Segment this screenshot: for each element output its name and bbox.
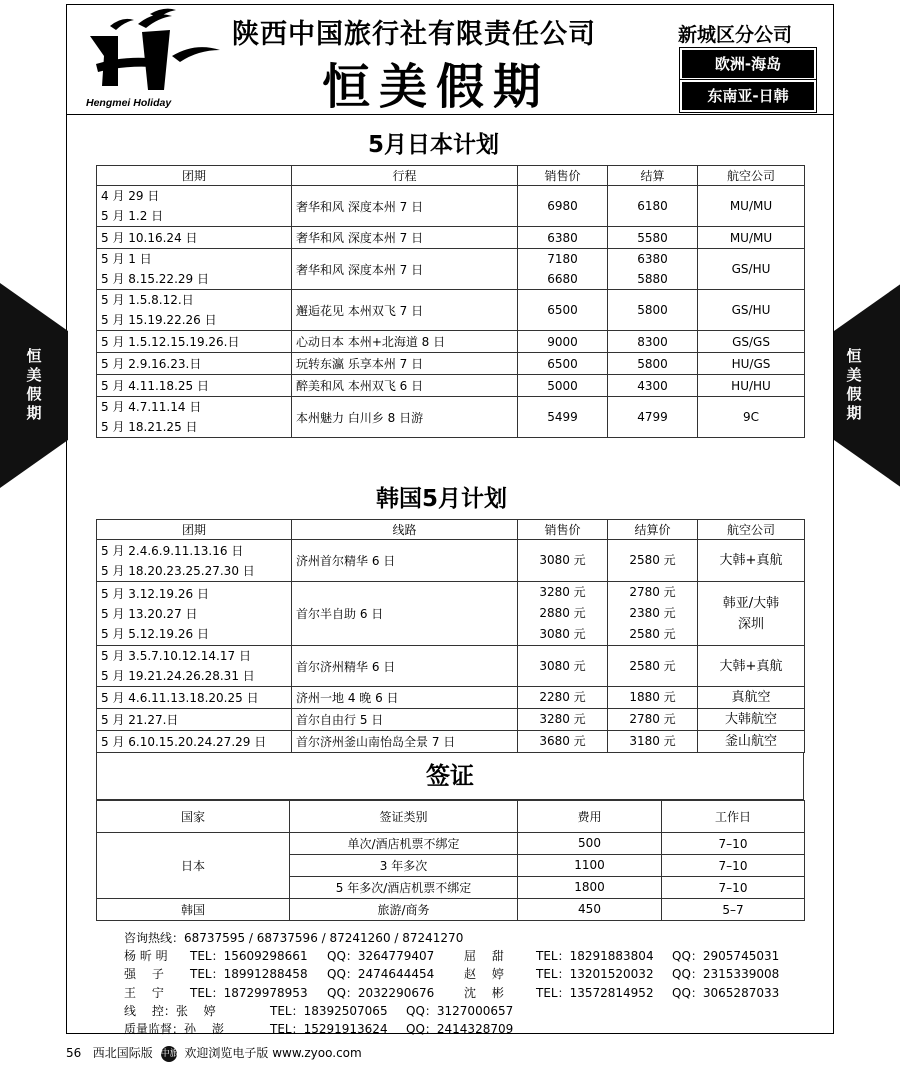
tour-dates [97, 397, 292, 438]
contact-field: TEL：13572814952 [536, 985, 654, 1000]
tour-route: 奢华和风 深度本州 7 日 [292, 227, 518, 249]
tour-route: 首尔自由行 5 日 [292, 709, 518, 731]
table-row [97, 375, 805, 397]
settle-line: 5800 [637, 303, 668, 317]
visa-type: 旅游/商务 [290, 899, 518, 921]
date-line: 5 月 4.7.11.14 日 [101, 400, 202, 414]
contact-field: 屈 甜 [464, 949, 504, 964]
settle-line: 3180 元 [629, 734, 676, 748]
airline-line: 大韩+真航 [719, 553, 783, 568]
settle-line: 6180 [637, 199, 668, 213]
settle-line: 8300 [637, 334, 668, 349]
price-line: 3280 元 [539, 585, 586, 599]
contact-field: QQ：3065287033 [672, 985, 780, 1000]
sale-price [518, 353, 608, 375]
tour-route: 奢华和风 深度本州 7 日 [292, 249, 518, 290]
visa-days: 7–10 [662, 855, 805, 877]
airline [698, 709, 805, 731]
settle-price [608, 397, 698, 438]
settle-line: 2580 元 [629, 627, 676, 641]
table-row [97, 249, 805, 290]
sale-price [518, 249, 608, 290]
header-settle: 结算价 [608, 520, 698, 540]
settle-price [608, 709, 698, 731]
sale-price [518, 290, 608, 331]
settle-price [608, 375, 698, 397]
visa-days: 7–10 [662, 833, 805, 855]
tour-route: 奢华和风 深度本州 7 日 [292, 186, 518, 227]
sale-price [518, 709, 608, 731]
hengmei-logo [80, 6, 230, 110]
publication-name: 西北国际版 [92, 1046, 153, 1060]
sale-price [518, 646, 608, 687]
header-route: 线路 [292, 520, 518, 540]
visa-days: 5–7 [662, 899, 805, 921]
tour-route: 首尔济州釜山南怡岛全景 7 日 [292, 731, 518, 753]
date-line: 5 月 3.5.7.10.12.14.17 日 [101, 649, 251, 663]
airline: GS/GS [698, 331, 805, 353]
contact-field: 线 控：张 婷 [124, 1003, 216, 1018]
hotline: 咨询热线：68737595 / 68737596 / 87241260 / 87241270 [124, 931, 464, 945]
date-line: 5 月 21.27.日 [101, 712, 179, 727]
japan-plan-table [96, 165, 805, 438]
contact-field: QQ：2474644454 [327, 967, 435, 982]
date-line: 5 月 5.12.19.26 日 [101, 626, 209, 641]
airline: GS/HU [698, 290, 805, 331]
airline-line: 大韩+真航 [719, 658, 783, 674]
settle-line: 5800 [637, 356, 668, 371]
date-line: 5 月 1.5.8.12.日 [101, 293, 194, 307]
price-line: 7180 [547, 252, 578, 266]
settle-price [608, 186, 698, 227]
contact-field: QQ：3127000657 [406, 1003, 514, 1018]
airline [698, 646, 805, 687]
settle-price [608, 582, 698, 646]
visa-type: 单次/酒店机票不绑定 [290, 833, 518, 855]
airline: MU/MU [698, 186, 805, 227]
visa-type: 3 年多次 [290, 855, 518, 877]
contact-field: QQ：3264779407 [327, 949, 435, 964]
airline-line: 釜山航空 [724, 734, 777, 749]
contact-field: QQ：2032290676 [327, 985, 435, 1000]
price-line: 3280 元 [539, 712, 586, 726]
header-settle: 结算 [608, 166, 698, 186]
tour-route: 邂逅花见 本州双飞 7 日 [292, 290, 518, 331]
korea-plan-title: 韩国5月计划 [376, 486, 508, 512]
website-note: 欢迎浏览电子版 www.zyoo.com [184, 1046, 362, 1060]
contact-field: TEL：18392507065 [270, 1003, 388, 1018]
tour-dates [97, 709, 292, 731]
sale-price [518, 375, 608, 397]
side-ribbon-right [834, 283, 900, 488]
brand-name: 恒美假期 [322, 59, 551, 115]
side-ribbon-left [0, 283, 68, 488]
side-label-left: 恒 美 假 期 [26, 347, 42, 422]
visa-country-japan: 日本 [97, 833, 290, 899]
airline: HU/GS [698, 353, 805, 375]
airline: HU/HU [698, 375, 805, 397]
visa-type: 5 年多次/酒店机票不绑定 [290, 877, 518, 899]
contact-field: TEL：18729978953 [190, 985, 308, 1000]
settle-line: 4300 [637, 378, 668, 393]
svg-text:Hengmei Holiday: Hengmei Holiday [86, 97, 172, 109]
tour-route: 首尔济州精华 6 日 [292, 646, 518, 687]
date-line: 5 月 8.15.22.29 日 [101, 272, 209, 286]
visa-fee: 1800 [518, 877, 662, 899]
date-line: 5 月 2.4.6.9.11.13.16 日 [101, 543, 244, 558]
settle-price [608, 331, 698, 353]
airline: MU/MU [698, 227, 805, 249]
contact-field: TEL：15609298661 [190, 949, 308, 964]
date-line: 5 月 18.20.23.25.27.30 日 [101, 563, 255, 578]
date-line: 5 月 2.9.16.23.日 [101, 356, 202, 371]
contact-field: QQ：2315339008 [672, 967, 780, 982]
price-line: 9000 [547, 334, 578, 349]
visa-header-fee: 费用 [518, 801, 662, 833]
sale-price [518, 540, 608, 582]
settle-line: 4799 [637, 410, 668, 424]
price-line: 6680 [547, 272, 578, 286]
japan-plan-title: 5月日本计划 [368, 132, 500, 158]
date-line: 5 月 15.19.22.26 日 [101, 313, 217, 327]
tour-dates [97, 687, 292, 709]
contact-field: 杨 昕 明 [124, 949, 168, 964]
price-line: 3080 元 [539, 658, 586, 673]
settle-price [608, 540, 698, 582]
tour-dates [97, 582, 292, 646]
table-row [97, 353, 805, 375]
price-line: 6500 [547, 303, 578, 317]
tour-dates [97, 353, 292, 375]
visa-title: 签证 [426, 762, 474, 790]
price-line: 6500 [547, 356, 578, 371]
contact-field: TEL：13201520032 [536, 967, 654, 982]
price-line: 2280 元 [539, 690, 586, 704]
sale-price [518, 687, 608, 709]
settle-line: 5880 [637, 272, 668, 286]
visa-days: 7–10 [662, 877, 805, 899]
airline [698, 540, 805, 582]
airline [698, 582, 805, 646]
settle-price [608, 646, 698, 687]
contact-field: QQ：2905745031 [672, 949, 780, 964]
sale-price [518, 582, 608, 646]
contact-field: QQ：2414328709 [406, 1021, 514, 1036]
settle-line: 1880 元 [629, 690, 676, 704]
airline-line: 真航空 [731, 690, 771, 705]
sale-price [518, 186, 608, 227]
header-dates: 团期 [97, 520, 292, 540]
tour-route: 本州魅力 白川乡 8 日游 [292, 397, 518, 438]
settle-price [608, 290, 698, 331]
tour-dates [97, 646, 292, 687]
tour-dates [97, 540, 292, 582]
tour-route: 首尔半自助 6 日 [292, 582, 518, 646]
airline: GS/HU [698, 249, 805, 290]
price-line: 6980 [547, 199, 578, 213]
header-airline: 航空公司 [698, 520, 805, 540]
cts-badge-icon: 中旅 [161, 1046, 177, 1062]
contact-field: TEL：18991288458 [190, 967, 308, 982]
contact-field: TEL：18291883804 [536, 949, 654, 964]
tour-route: 醉美和风 本州双飞 6 日 [292, 375, 518, 397]
visa-table [96, 800, 805, 921]
date-line: 5 月 10.16.24 日 [101, 230, 198, 245]
settle-line: 2780 元 [629, 585, 676, 599]
tour-dates [97, 290, 292, 331]
settle-line: 2580 元 [629, 658, 676, 673]
header-route: 行程 [292, 166, 518, 186]
settle-line: 2380 元 [629, 606, 676, 620]
visa-fee: 500 [518, 833, 662, 855]
table-row [97, 331, 805, 353]
contact-field: 王 宁 [124, 985, 164, 1000]
tour-dates [97, 227, 292, 249]
airline [698, 687, 805, 709]
table-row [97, 290, 805, 331]
settle-line: 5580 [637, 230, 668, 245]
price-line: 3080 元 [539, 627, 586, 641]
table-row [97, 731, 805, 753]
footer [66, 1044, 362, 1062]
visa-fee: 450 [518, 899, 662, 921]
airline [698, 731, 805, 753]
header-price: 销售价 [518, 520, 608, 540]
tour-dates [97, 375, 292, 397]
table-row [97, 582, 805, 646]
visa-header-type: 签证类别 [290, 801, 518, 833]
settle-line: 6380 [637, 252, 668, 266]
price-line: 5000 [547, 378, 578, 393]
sale-price [518, 397, 608, 438]
tour-route: 玩转东瀛 乐享本州 7 日 [292, 353, 518, 375]
visa-fee: 1100 [518, 855, 662, 877]
date-line: 5 月 3.12.19.26 日 [101, 586, 209, 601]
date-line: 5 月 19.21.24.26.28.31 日 [101, 669, 255, 683]
tour-dates [97, 186, 292, 227]
date-line: 5 月 18.21.25 日 [101, 420, 198, 434]
tour-dates [97, 731, 292, 753]
table-row [97, 227, 805, 249]
date-line: 4 月 29 日 [101, 189, 160, 203]
company-name: 陕西中国旅行社有限责任公司 [232, 19, 596, 50]
contact-field: 赵 婷 [464, 967, 504, 982]
tour-route: 心动日本 本州+北海道 8 日 [292, 331, 518, 353]
date-line: 5 月 6.10.15.20.24.27.29 日 [101, 734, 267, 749]
tour-dates [97, 331, 292, 353]
settle-line: 2780 元 [629, 712, 676, 726]
visa-header-days: 工作日 [662, 801, 805, 833]
page-number: 56 [66, 1046, 82, 1060]
settle-price [608, 227, 698, 249]
settle-price [608, 353, 698, 375]
contact-field: TEL：15291913624 [270, 1021, 388, 1036]
contact-field: 沈 彬 [464, 985, 504, 1000]
date-line: 5 月 1 日 [101, 252, 152, 266]
settle-line: 2580 元 [629, 553, 676, 567]
airline-line: 深圳 [737, 616, 764, 632]
header-airline: 航空公司 [698, 166, 805, 186]
price-line: 2880 元 [539, 606, 586, 620]
airline-line: 韩亚/大韩 [722, 595, 780, 611]
visa-country-korea: 韩国 [97, 899, 290, 921]
table-row [97, 646, 805, 687]
date-line: 5 月 1.5.12.15.19.26.日 [101, 334, 240, 349]
branch-name: 新城区分公司 [678, 24, 793, 46]
visa-header-country: 国家 [97, 801, 290, 833]
visa-title-box [96, 752, 804, 800]
settle-price [608, 687, 698, 709]
sale-price [518, 227, 608, 249]
date-line: 5 月 4.6.11.13.18.20.25 日 [101, 690, 259, 705]
date-line: 5 月 13.20.27 日 [101, 606, 198, 621]
price-line: 5499 [547, 410, 578, 424]
tour-route: 济州一地 4 晚 6 日 [292, 687, 518, 709]
header-price: 销售价 [518, 166, 608, 186]
price-line: 6380 [547, 230, 578, 245]
table-row [97, 540, 805, 582]
tour-route: 济州首尔精华 6 日 [292, 540, 518, 582]
side-label-right: 恒 美 假 期 [846, 347, 862, 422]
header-dates: 团期 [97, 166, 292, 186]
tag-europe-islands: 欧洲-海岛 [680, 48, 816, 80]
date-line: 5 月 4.11.18.25 日 [101, 378, 209, 393]
table-row [97, 687, 805, 709]
table-row [97, 397, 805, 438]
contact-field: 质量监督：孙 澎 [124, 1021, 224, 1036]
price-line: 3680 元 [539, 734, 586, 748]
airline: 9C [698, 397, 805, 438]
tour-dates [97, 249, 292, 290]
settle-price [608, 249, 698, 290]
table-row [97, 186, 805, 227]
korea-plan-table [96, 519, 805, 753]
price-line: 3080 元 [539, 553, 586, 567]
settle-price [608, 731, 698, 753]
airline-line: 大韩航空 [724, 712, 777, 727]
tag-sea-japan-korea: 东南亚-日韩 [680, 80, 816, 112]
sale-price [518, 731, 608, 753]
table-row [97, 709, 805, 731]
contact-field: 强 子 [124, 967, 164, 982]
date-line: 5 月 1.2 日 [101, 209, 164, 223]
sale-price [518, 331, 608, 353]
